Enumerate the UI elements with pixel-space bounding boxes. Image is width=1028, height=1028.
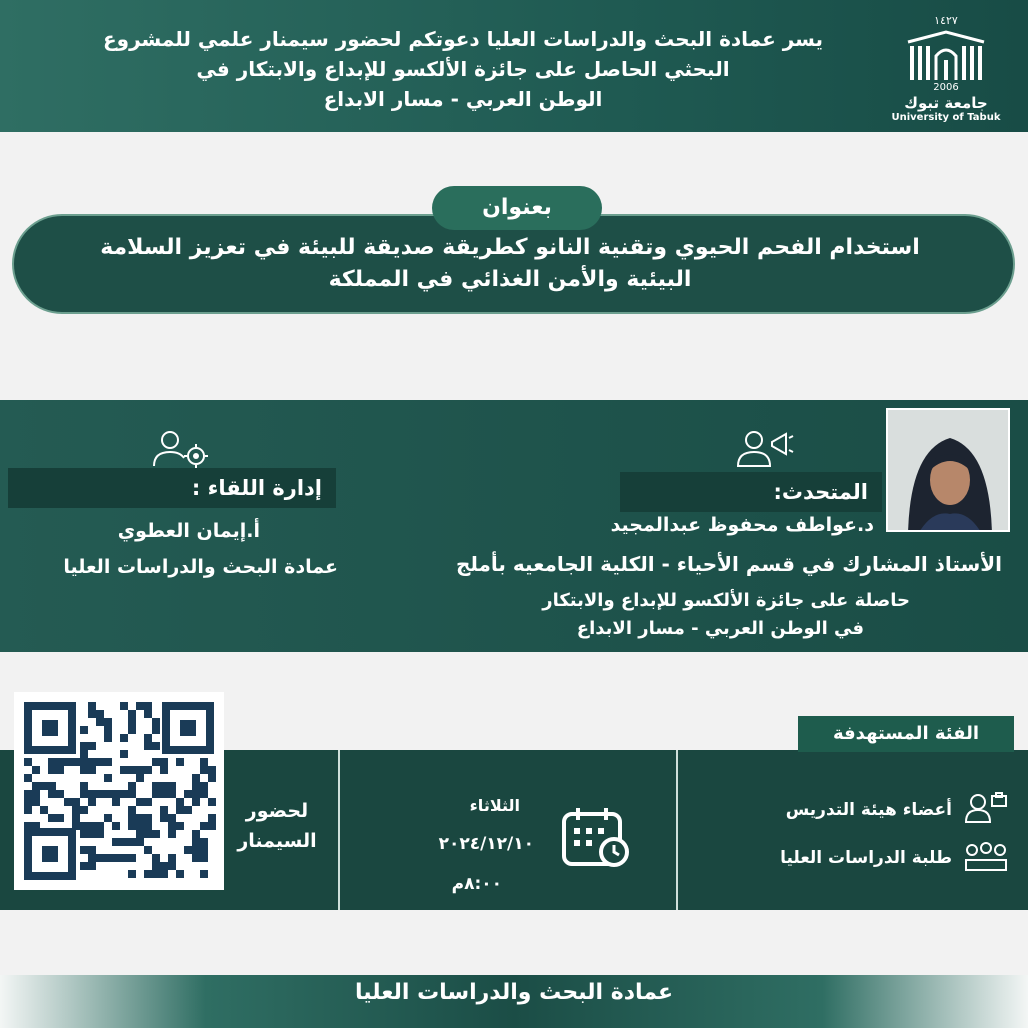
faculty-briefcase-icon	[964, 790, 1008, 824]
invitation-line-2: البحثي الحاصل على جائزة الألكسو للإبداع والابتكار في	[196, 57, 730, 81]
audience-label: الفئة المستهدفة	[798, 716, 1014, 752]
logo-name-ar: جامعة تبوك	[904, 94, 988, 112]
seminar-day: الثلاثاء	[469, 796, 520, 815]
seminar-title	[60, 232, 960, 296]
speaker-role: الأستاذ المشارك في قسم الأحياء - الكلية الجامعيه بأملج	[455, 552, 1002, 576]
qr-code-icon	[22, 700, 216, 882]
attend-line-2: السيمنار	[237, 830, 317, 852]
speaker-photo	[886, 408, 1010, 532]
calendar-clock-icon	[560, 806, 632, 868]
speaker-megaphone-icon	[732, 428, 794, 468]
seminar-time: ٨:٠٠م	[451, 874, 502, 894]
logo-year-hijri: ١٤٢٧	[934, 14, 958, 27]
divider-2	[676, 750, 678, 910]
seminar-title-line-1: استخدام الفحم الحيوي وتقنية النانو كطريقة صديقة للبيئة في تعزيز السلامة	[100, 235, 920, 260]
speaker-label: المتحدث:	[620, 472, 882, 512]
speaker-award-line-1: حاصلة على جائزة الألكسو للإبداع والابتكار	[542, 590, 910, 611]
students-group-icon	[962, 840, 1010, 874]
qr-code[interactable]	[14, 692, 224, 890]
moderator-label: إدارة اللقاء :	[8, 468, 336, 508]
speaker-avatar	[888, 410, 1010, 532]
moderator-gear-icon	[150, 428, 212, 468]
audience-item-students: طلبة الدراسات العليا	[780, 848, 952, 868]
university-logo-icon	[904, 28, 988, 84]
seminar-title-line-2: البيئية والأمن الغذائي في المملكة	[328, 267, 692, 292]
invitation-line-1: يسر عمادة البحث والدراسات العليا دعوتكم لحضور سيمنار علمي للمشروع	[102, 27, 824, 51]
logo-year: 2006	[933, 82, 959, 93]
speaker-award-line-2: في الوطن العربي - مسار الابداع	[576, 618, 864, 639]
divider-1	[338, 750, 340, 910]
invitation-text	[48, 24, 878, 114]
invitation-line-3: الوطن العربي - مسار الابداع	[323, 87, 603, 111]
title-label: بعنوان	[432, 186, 602, 230]
university-logo	[886, 14, 1006, 126]
moderator-org: عمادة البحث والدراسات العليا	[63, 556, 338, 578]
moderator-name: أ.إيمان العطوي	[117, 520, 260, 542]
footer-text: عمادة البحث والدراسات العليا	[354, 980, 674, 1005]
seminar-date: ٢٠٢٤/١٢/١٠	[438, 834, 534, 854]
audience-item-faculty: أعضاء هيئة التدريس	[785, 800, 952, 820]
attend-line-1: لحضور	[245, 800, 309, 822]
logo-name-en: University of Tabuk	[891, 112, 1001, 123]
speaker-name: د.عواطف محفوظ عبدالمجيد	[610, 514, 874, 536]
pattern-background-footer	[0, 910, 1028, 975]
